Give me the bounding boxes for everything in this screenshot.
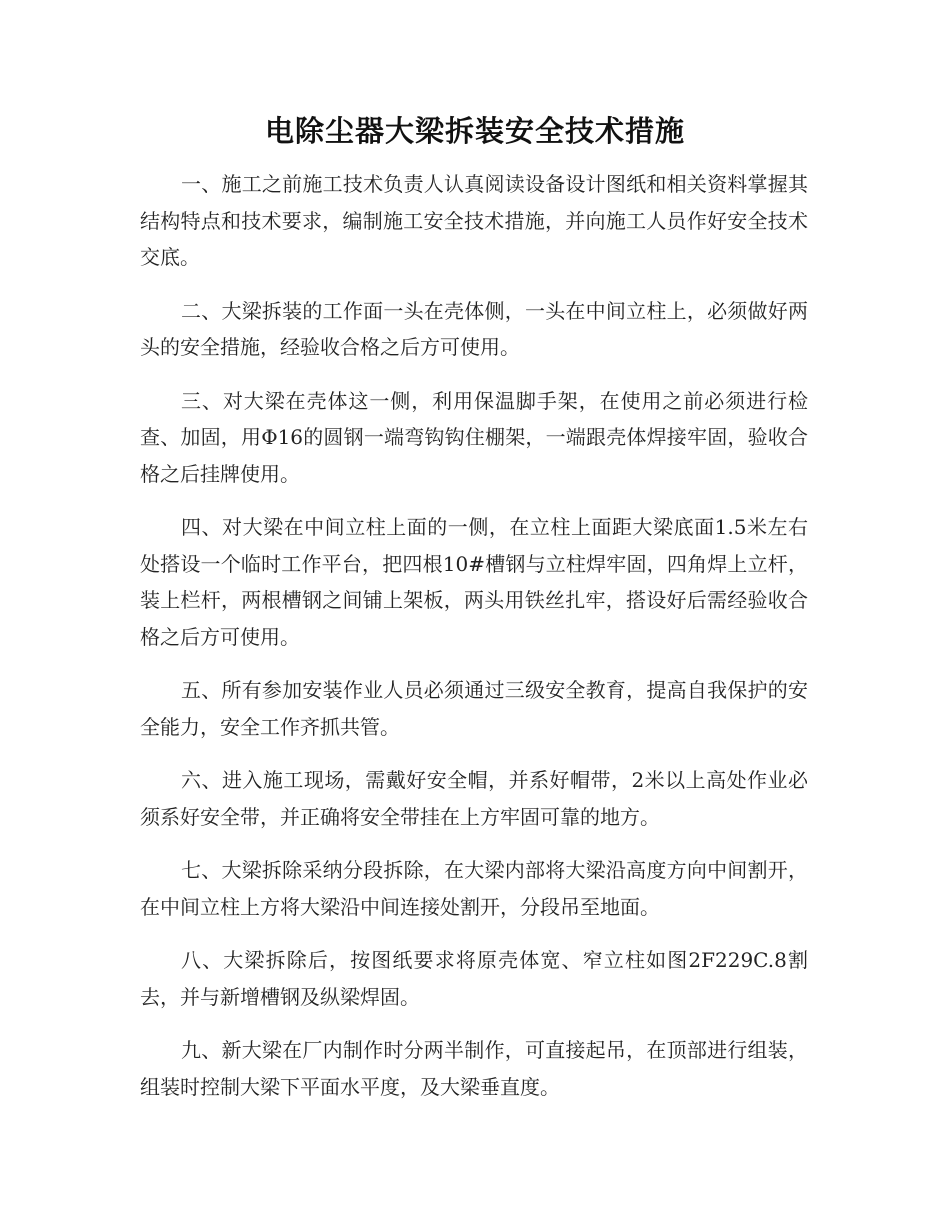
document-body [140, 166, 808, 1122]
paragraph-8: 八、大梁拆除后，按图纸要求将原壳体宽、窄立柱如图2F229C.8割去，并与新增槽钢及纵梁焊固。 [140, 948, 808, 1009]
paragraph-2: 二、大梁拆装的工作面一头在壳体侧，一头在中间立柱上，必须做好两头的安全措施，经验收合格之后方可使用。 [140, 298, 808, 359]
paragraph-3: 三、对大梁在壳体这一侧，利用保温脚手架，在使用之前必须进行检查、加固，用Φ16的圆钢一端弯钩钩住棚架，一端跟壳体焊接牢固，验收合格之后挂牌使用。 [140, 388, 808, 486]
document-title: 电除尘器大梁拆装安全技术措施 [264, 114, 685, 148]
paragraph-7: 七、大梁拆除采纳分段拆除，在大梁内部将大梁沿高度方向中间割开，在中间立柱上方将大梁沿中间连接处割开，分段吊至地面。 [140, 858, 808, 919]
paragraph-1: 一、施工之前施工技术负责人认真阅读设备设计图纸和相关资料掌握其结构特点和技术要求，编制施工安全技术措施，并向施工人员作好安全技术交底。 [140, 172, 808, 269]
paragraph-6: 六、进入施工现场，需戴好安全帽，并系好帽带，2米以上高处作业必须系好安全带，并正确将安全带挂在上方牢固可靠的地方。 [140, 768, 808, 829]
paragraph-5: 五、所有参加安装作业人员必须通过三级安全教育，提高自我保护的安全能力，安全工作齐抓共管。 [140, 678, 808, 739]
paragraph-4: 四、对大梁在中间立柱上面的一侧，在立柱上面距大梁底面1.5米左右处搭设一个临时工作平台，把四根10#槽钢与立柱焊牢固，四角焊上立杆，装上栏杆，两根槽钢之间铺上架板，两头用铁丝扎牢，搭设好后需经验收合格之后方可使用。 [140, 515, 808, 649]
paragraph-9: 九、新大梁在厂内制作时分两半制作，可直接起吊，在顶部进行组装，组装时控制大梁下平面水平度，及大梁垂直度。 [140, 1038, 808, 1099]
